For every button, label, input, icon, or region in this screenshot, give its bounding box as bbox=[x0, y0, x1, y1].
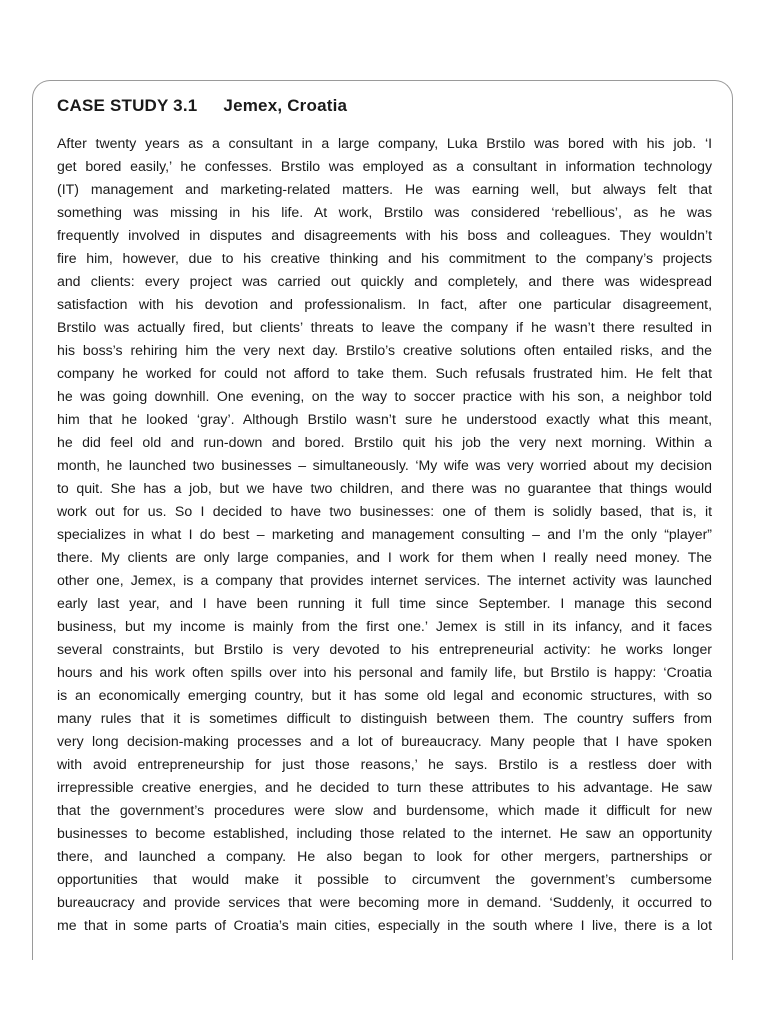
body-text-line: company he worked for could not afford to take them. Such refusals frustrated him. He felt that bbox=[57, 365, 712, 381]
body-text-line: with avoid entrepreneurship for just those reasons,’ he says. Brstilo is a restless doer with bbox=[57, 756, 712, 772]
body-text-line: satisfaction with his devotion and professionalism. In fact, after one particular disagreement, bbox=[57, 296, 712, 312]
body-text-line: and clients: every project was carried out quickly and completely, and there was widespread bbox=[57, 273, 712, 289]
body-text-line: something was missing in his life. At work, Brstilo was considered ‘rebellious’, as he was bbox=[57, 204, 712, 220]
body-text-line: bureaucracy and provide services that were becoming more in demand. ‘Suddenly, it occurred to bbox=[57, 894, 712, 910]
body-text-line: his boss’s rehiring him the very next day. Brstilo’s creative solutions often entailed risks, and the bbox=[57, 342, 712, 358]
body-text-line: he was going downhill. One evening, on the way to soccer practice with his son, a neighbor told bbox=[57, 388, 712, 404]
case-study-heading bbox=[57, 96, 347, 116]
case-study-title: Jemex, Croatia bbox=[223, 96, 348, 115]
body-text-line: other one, Jemex, is a company that provides internet services. The internet activity was launched bbox=[57, 572, 712, 588]
body-text-line: early last year, and I have been running it full time since September. I manage this second bbox=[57, 595, 712, 611]
case-study-body bbox=[57, 132, 712, 937]
body-text-line: month, he launched two businesses – simultaneously. ‘My wife was very worried about my decision bbox=[57, 457, 712, 473]
body-text-line: irrepressible creative energies, and he decided to turn these attributes to his advantage. He saw bbox=[57, 779, 712, 795]
body-text-line: After twenty years as a consultant in a large company, Luka Brstilo was bored with his job. ‘I bbox=[57, 135, 712, 151]
body-text-line: is an economically emerging country, but it has some old legal and economic structures, with so bbox=[57, 687, 712, 703]
body-text-line: me that in some parts of Croatia’s main cities, especially in the south where I live, there is a lot bbox=[57, 917, 712, 933]
body-text-line: work out for us. So I decided to have two businesses: one of them is solidly based, that is, it bbox=[57, 503, 712, 519]
body-text-line: business, but my income is mainly from the first one.’ Jemex is still in its infancy, and it faces bbox=[57, 618, 712, 634]
body-text-line: frequently involved in disputes and disagreements with his boss and colleagues. They wouldn’t bbox=[57, 227, 712, 243]
body-text-line: very long decision-making processes and a lot of bureaucracy. Many people that I have spoken bbox=[57, 733, 712, 749]
body-text-line: hours and his work often spills over into his personal and family life, but Brstilo is happy: ‘Croatia bbox=[57, 664, 712, 680]
body-text-line: there, and launched a company. He also began to look for other mergers, partnerships or bbox=[57, 848, 712, 864]
body-text-line: opportunities that would make it possible to circumvent the government’s cumbersome bbox=[57, 871, 712, 887]
case-study-label: CASE STUDY 3.1 bbox=[57, 96, 198, 115]
body-text-line: to quit. She has a job, but we have two children, and there was no guarantee that things would bbox=[57, 480, 712, 496]
body-text-line: specializes in what I do best – marketing and management consulting – and I’m the only “player” bbox=[57, 526, 712, 542]
body-text-line: there. My clients are only large companies, and I work for them when I really need money. The bbox=[57, 549, 712, 565]
body-text-line: fire him, however, due to his creative thinking and his commitment to the company’s projects bbox=[57, 250, 712, 266]
body-text-line: him that he looked ‘gray’. Although Brstilo wasn’t sure he understood exactly what this meant, bbox=[57, 411, 712, 427]
body-text-line: (IT) management and marketing-related matters. He was earning well, but always felt that bbox=[57, 181, 712, 197]
body-text-line: many rules that it is sometimes difficult to distinguish between them. The country suffers from bbox=[57, 710, 712, 726]
body-text-line: businesses to become established, including those related to the internet. He saw an opportunity bbox=[57, 825, 712, 841]
body-text-line: several constraints, but Brstilo is very devoted to his entrepreneurial activity: he works longer bbox=[57, 641, 712, 657]
body-text-line: he did feel old and run-down and bored. Brstilo quit his job the very next morning. Within a bbox=[57, 434, 712, 450]
body-text-line: that the government’s procedures were slow and burdensome, which made it difficult for new bbox=[57, 802, 712, 818]
body-text-line: Brstilo was actually fired, but clients’ threats to leave the company if he wasn’t there resulted in bbox=[57, 319, 712, 335]
body-text-line: get bored easily,’ he confesses. Brstilo was employed as a consultant in information technology bbox=[57, 158, 712, 174]
